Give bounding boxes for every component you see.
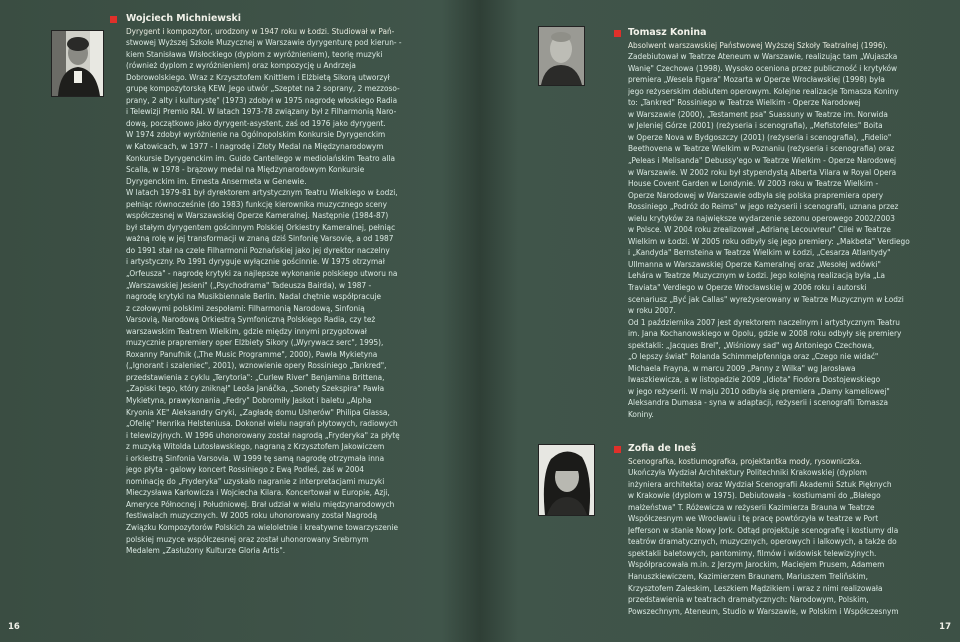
- bio-line: spektakli: „Jacques Brel", „Wiśniowy sad" wg Antoniego Czechowa,: [628, 339, 875, 350]
- bio-line: Powszechnym, Ateneum, Studio w Warszawie, w Polskim i Współczesnym: [628, 605, 899, 616]
- bio-line: kiem Stanisława Wisłockiego (dyplom z wyróżnieniem), teorię muzyki: [126, 48, 383, 59]
- person-bio: [628, 456, 946, 618]
- bio-line: Beethovena w Teatrze Wielkim w Poznaniu (reżyseria i scenografia) oraz: [628, 143, 895, 154]
- bio-line: był stałym dyrygentem gościnnym Polskiej Orkiestry Kameralnej, pełniąc: [126, 221, 396, 232]
- bio-line: przedstawienia z cyklu „Terytoria": „Curlew River" Benjamina Brittena,: [126, 371, 385, 382]
- person-bio: [126, 26, 458, 557]
- bio-line: „Orfeusza" - nagrodę krytyki za najlepsze wykonanie polskiego utworu na: [126, 267, 398, 278]
- person-bio: [628, 40, 946, 421]
- bio-line: dową, początkowo jako dyrygent-asystent, zaś od 1976 jako dyrygent.: [126, 117, 386, 128]
- bio-line: warszawskim Teatrem Wielkim, gdzie między innymi przygotował: [126, 325, 367, 336]
- bio-line: i Telewizji Premio RAI. W latach 1973-78 związany był z Filharmonią Naro-: [126, 106, 397, 117]
- bio-line: Ullmanna w Warszawskiej Operze Kameralnej oraz „Wesołej wdówki": [628, 258, 881, 269]
- bio-line: Dyrygenckim im. Ernesta Ansermeta w Genewie.: [126, 175, 307, 186]
- bio-line: („Ignorant i szaleniec", 2001), wznowienie opery Rossiniego „Tankred",: [126, 360, 387, 371]
- bio-line: i orkiestrą Sinfonia Varsovia. W 1999 tę samą nagrodę otrzymała inna: [126, 452, 385, 463]
- name-marker: [110, 16, 117, 23]
- bio-line: prany, 2 alty i kulturystę" (1973) zdobył w 1975 nagrodę włoskiego Radia: [126, 94, 398, 105]
- person-name: Tomasz Konina: [628, 27, 707, 38]
- bio-line: jego reżyserskim debiutem operowym. Kolejne realizacje Tomasza Koniny: [628, 85, 899, 96]
- bio-line: Mieczysława Karłowicza i Wojciecha Kilara. Koncertował w Europie, Azji,: [126, 487, 390, 498]
- bio-line: Koniny.: [628, 409, 654, 419]
- bio-line: Jefferson w stanie Nowy Jork. Odtąd projektuje scenografię i kostiumy dla: [628, 524, 899, 535]
- bio-line: w Warszawie. W 2002 roku był stypendystą Alberta Vilara w Royal Opera: [628, 166, 897, 177]
- right-page: [480, 0, 960, 642]
- bio-line: Scalla, w 1978 - brązowy medal na Międzynarodowym Konkursie: [126, 164, 365, 175]
- bio-line: W latach 1979-81 był dyrektorem artystycznym Teatru Wielkiego w Łodzi,: [126, 187, 398, 198]
- bio-line: „Zapiski tego, który zniknął" Leoša Janáčka, „Sonety Szekspira" Pawła: [126, 383, 385, 394]
- bio-line: małżeństwa" T. Różewicza w reżyserii Kazimierza Brauna w Teatrze: [628, 501, 875, 512]
- bio-line: Współczesnym we Wrocławiu i tę pracę powtórzyła w teatrze w Port: [628, 513, 879, 524]
- bio-line: Medalem „Zasłużony Kulturze Gloria Artis".: [126, 545, 286, 556]
- bio-line: Wanię" Czechowa (1998). Wysoko oceniona przez publiczność i krytyków: [628, 62, 898, 73]
- bio-line: Ameryce Północnej i Południowej. Brał udział w wielu międzynarodowych: [126, 498, 395, 509]
- bio-line: Od 1 października 2007 jest dyrektorem naczelnym i artystycznym Teatru: [628, 316, 900, 327]
- bio-line: Lehára w Teatrze Muzycznym w Łodzi. Jego kolejną realizacją była „La: [628, 270, 885, 281]
- bio-line: w Krakowie (dyplom w 1975). Debiutowała - kostiumami do „Błałego: [628, 490, 881, 501]
- portrait-tomasz-konina: [538, 26, 585, 86]
- bio-line: Kryonia XE" Aleksandry Gryki, „Zagładę domu Usherów" Philipa Glassa,: [126, 406, 390, 417]
- bio-line: Współpracowała m.in. z Jerzym Jarockim, Maciejem Prusem, Adamem: [628, 559, 885, 570]
- bio-line: i „Kandyda" Bernsteina w Teatrze Wielkim w Łodzi, „Cesarza Atlantydy": [628, 247, 891, 258]
- bio-line: wielu krytyków za największe wydarzenie sezonu operowego 2002/2003: [628, 212, 895, 223]
- person-name: Wojciech Michniewski: [126, 13, 241, 24]
- bio-line: Związku Kompozytorów Polskich za wieloletnie i kreatywne towarzyszenie: [126, 522, 398, 533]
- portrait-wojciech-michniewski: [51, 30, 104, 97]
- bio-line: Dobrowolskiego. Wraz z Krzysztofem Knittlem i Elżbietą Sikorą utworzył: [126, 71, 390, 82]
- name-marker: [614, 446, 621, 453]
- bio-line: teatrów dramatycznych, muzycznych, operowych i lalkowych, a także do: [628, 536, 897, 547]
- bio-line: w Katowicach, w 1977 - I nagrodę i Złoty Medal na Międzynarodowym: [126, 140, 384, 151]
- bio-line: nominację do „Fryderyka" uzyskało nagranie z interpretacjami muzyki: [126, 475, 385, 486]
- bio-line: Aleksandra Dumasa - syna w adaptacji, reżyserii i scenografii Tomasza: [628, 397, 889, 408]
- bio-line: Scenografka, kostiumografka, projektantka mody, rysowniczka.: [628, 455, 862, 466]
- bio-line: ważną rolę w jej transformacji w znaną dziś Sinfonię Varsovię, a od 1987: [126, 233, 394, 244]
- bio-line: w roku 2007.: [628, 305, 676, 316]
- bio-line: i telewizyjnych. W 1996 uhonorowany został nagrodą „Fryderyka" za płytę: [126, 429, 400, 440]
- bio-line: jego płyta - galowy koncert Rossiniego z Ewą Podleś, zaś w 2004: [126, 464, 364, 475]
- bio-line: „Peleas i Melisanda" Debussy'ego w Teatrze Wielkim - Operze Narodowej: [628, 154, 897, 165]
- bio-line: Roxanny Panufnik („The Music Programme", 2000), Pawła Mykietyna: [126, 348, 378, 359]
- bio-line: scenariusz „Być jak Callas" wyreżyserowany w Teatrze Muzycznym w Łodzi: [628, 293, 904, 304]
- bio-line: festiwalach muzycznych. W 2005 roku uhonorowany został Nagrodą: [126, 510, 378, 521]
- bio-line: Ukończyła Wydział Architektury Politechniki Krakowskiej (dyplom: [628, 467, 867, 478]
- bio-line: stwowej Wyższej Szkole Muzycznej w Warszawie dyrygenturę pod kierun- -: [126, 37, 402, 48]
- bio-line: pełniąc równocześnie (do 1983) funkcję kierownika muzycznego sceny: [126, 198, 387, 209]
- bio-line: Hanuszkiewiczem, Kazimierzem Braunem, Mariuszem Treliňskim,: [628, 570, 868, 581]
- bio-line: współczesnej w Warszawskiej Operze Kameralnej. Następnie (1984-87): [126, 210, 389, 221]
- bio-line: w Polsce. W 2004 roku zrealizował „Adrianę Lecouvreur" Cilei w Teatrze: [628, 224, 891, 235]
- bio-line: W 1974 zdobył wyróżnienie na Ogólnopolskim Konkursie Dyrygenckim: [126, 129, 386, 140]
- bio-line: to: „Tankred" Rossiniego w Teatrze Wielkim - Operze Narodowej: [628, 97, 861, 108]
- bio-line: i artystyczny. Po 1991 dyryguje wyłącznie gościnnie. W 1975 otrzymał: [126, 256, 385, 267]
- bio-line: Operze Narodowej w Warszawie odbyła się polska prapremiera opery: [628, 189, 884, 200]
- bio-line: premiera „Wesela Figara" Mozarta w Operze Wrocławskiej (1998) była: [628, 74, 885, 85]
- page-number: 17: [939, 622, 951, 632]
- page-number: 16: [8, 622, 20, 632]
- bio-line: Traviata" Verdiego w Operze Wrocławskiej w 2006 roku i autorski: [628, 281, 867, 292]
- bio-line: z czołowymi polskimi zespołami: Filharmonią Narodową, Sinfonią: [126, 302, 365, 313]
- name-marker: [614, 30, 621, 37]
- bio-line: Mykietyna, prawykonania „Fedry" Dobromiły Jaskot i baletu „Alpha: [126, 395, 372, 405]
- bio-line: do 1991 stał na czele Filharmonii Poznańskiej jako jej dyrektor naczelny: [126, 244, 390, 255]
- bio-line: przedstawienia w teatrach dramatycznych: Narodowym, Polskim,: [628, 594, 869, 605]
- bio-line: Wielkim w Łodzi. W 2005 roku odbyły się jego premiery: „Makbeta" Verdiego: [628, 235, 910, 246]
- bio-line: (również dyplom z wyróżnieniem) oraz kompozycję u Andrzeja: [126, 60, 356, 71]
- bio-line: Iwaszkiewicza, a w listopadzie 2009 „Idiota" Fiodora Dostojewskiego: [628, 374, 881, 385]
- bio-line: w jego reżyserii. W maju 2010 odbyła się premiera „Damy kameliowej": [628, 385, 890, 396]
- bio-line: „Ofelię" Henrika Helsteniusa. Dokonał wielu nagrań płytowych, radiowych: [126, 418, 398, 429]
- portrait-zofia-de-ines: [538, 444, 595, 516]
- bio-line: inżyniera architekta) oraz Wydział Scenografii Akademii Sztuk Pięknych: [628, 478, 892, 489]
- bio-line: w Jeleniej Górze (2001) (reżyseria i scenografia), „Mefistofeles" Boita: [628, 120, 883, 131]
- bio-line: polskiej muzyce współczesnej oraz został uhonorowany Srebrnym: [126, 533, 369, 544]
- bio-line: nagrodę krytyki na Musikbiennale Berlin. Nadal chętnie współpracuje: [126, 291, 382, 302]
- bio-line: Absolwent warszawskiej Państwowej Wyższej Szkoły Teatralnej (1996).: [628, 39, 888, 50]
- bio-line: w Warszawie (2000), „Testament psa" Suassuny w Teatrze im. Norwida: [628, 108, 888, 119]
- bio-line: muzycznie prapremiery oper Elżbiety Sikory („Wyrywacz serc", 1995),: [126, 337, 384, 348]
- bio-line: im. Jana Kochanowskiego w Opolu, gdzie w 2008 roku odbyły się premiery: [628, 328, 902, 339]
- bio-line: Rossiniego „Podróż do Reims" w jego reżyserii i scenografii, uznana przez: [628, 201, 899, 212]
- bio-line: Krzysztofem Zaleskim, Leszkiem Mądzikiem i wraz z nimi realizowała: [628, 582, 883, 593]
- bio-line: Dyrygent i kompozytor, urodzony w 1947 roku w Łodzi. Studiował w Pań-: [126, 25, 395, 36]
- person-name: Zofia de Ineš: [628, 443, 697, 454]
- bio-line: w Operze Nova w Bydgoszczy (2001) (reżyseria i scenografia), „Fidelio": [628, 131, 892, 142]
- bio-line: Michaela Frayna, w marcu 2009 „Panny z Wilka" wg Jarosława: [628, 362, 856, 373]
- bio-line: spektakli baletowych, pantomimy, filmów i widowisk telewizyjnych.: [628, 547, 877, 558]
- bio-line: z muzyką Witolda Lutosławskiego, nagraną z Krzysztofem Jakowiczem: [126, 441, 385, 452]
- bio-line: House Covent Garden w Londynie. W 2003 roku w Teatrze Wielkim -: [628, 178, 879, 189]
- bio-line: grupę kompozytorską KEW. Jego utwór „Szeptet na 2 soprany, 2 mezzoso-: [126, 83, 400, 94]
- bio-line: „Warszawskiej Jesieni" („Psychodrama" Tadeusza Bairda), w 1987 -: [126, 279, 372, 290]
- bio-line: Konkursie Dyrygenckim im. Guido Cantellego w mediolańskim Teatro alla: [126, 152, 396, 163]
- bio-line: Varsovią, Narodową Orkiestrą Symfoniczną Polskiego Radia, czy też: [126, 314, 376, 325]
- bio-line: „O lepszy świat" Rolanda Schimmelpfenniga oraz „Czego nie widać": [628, 351, 879, 362]
- bio-line: Zadebiutował w Teatrze Ateneum w Warszawie, realizując tam „Wujaszka: [628, 51, 898, 62]
